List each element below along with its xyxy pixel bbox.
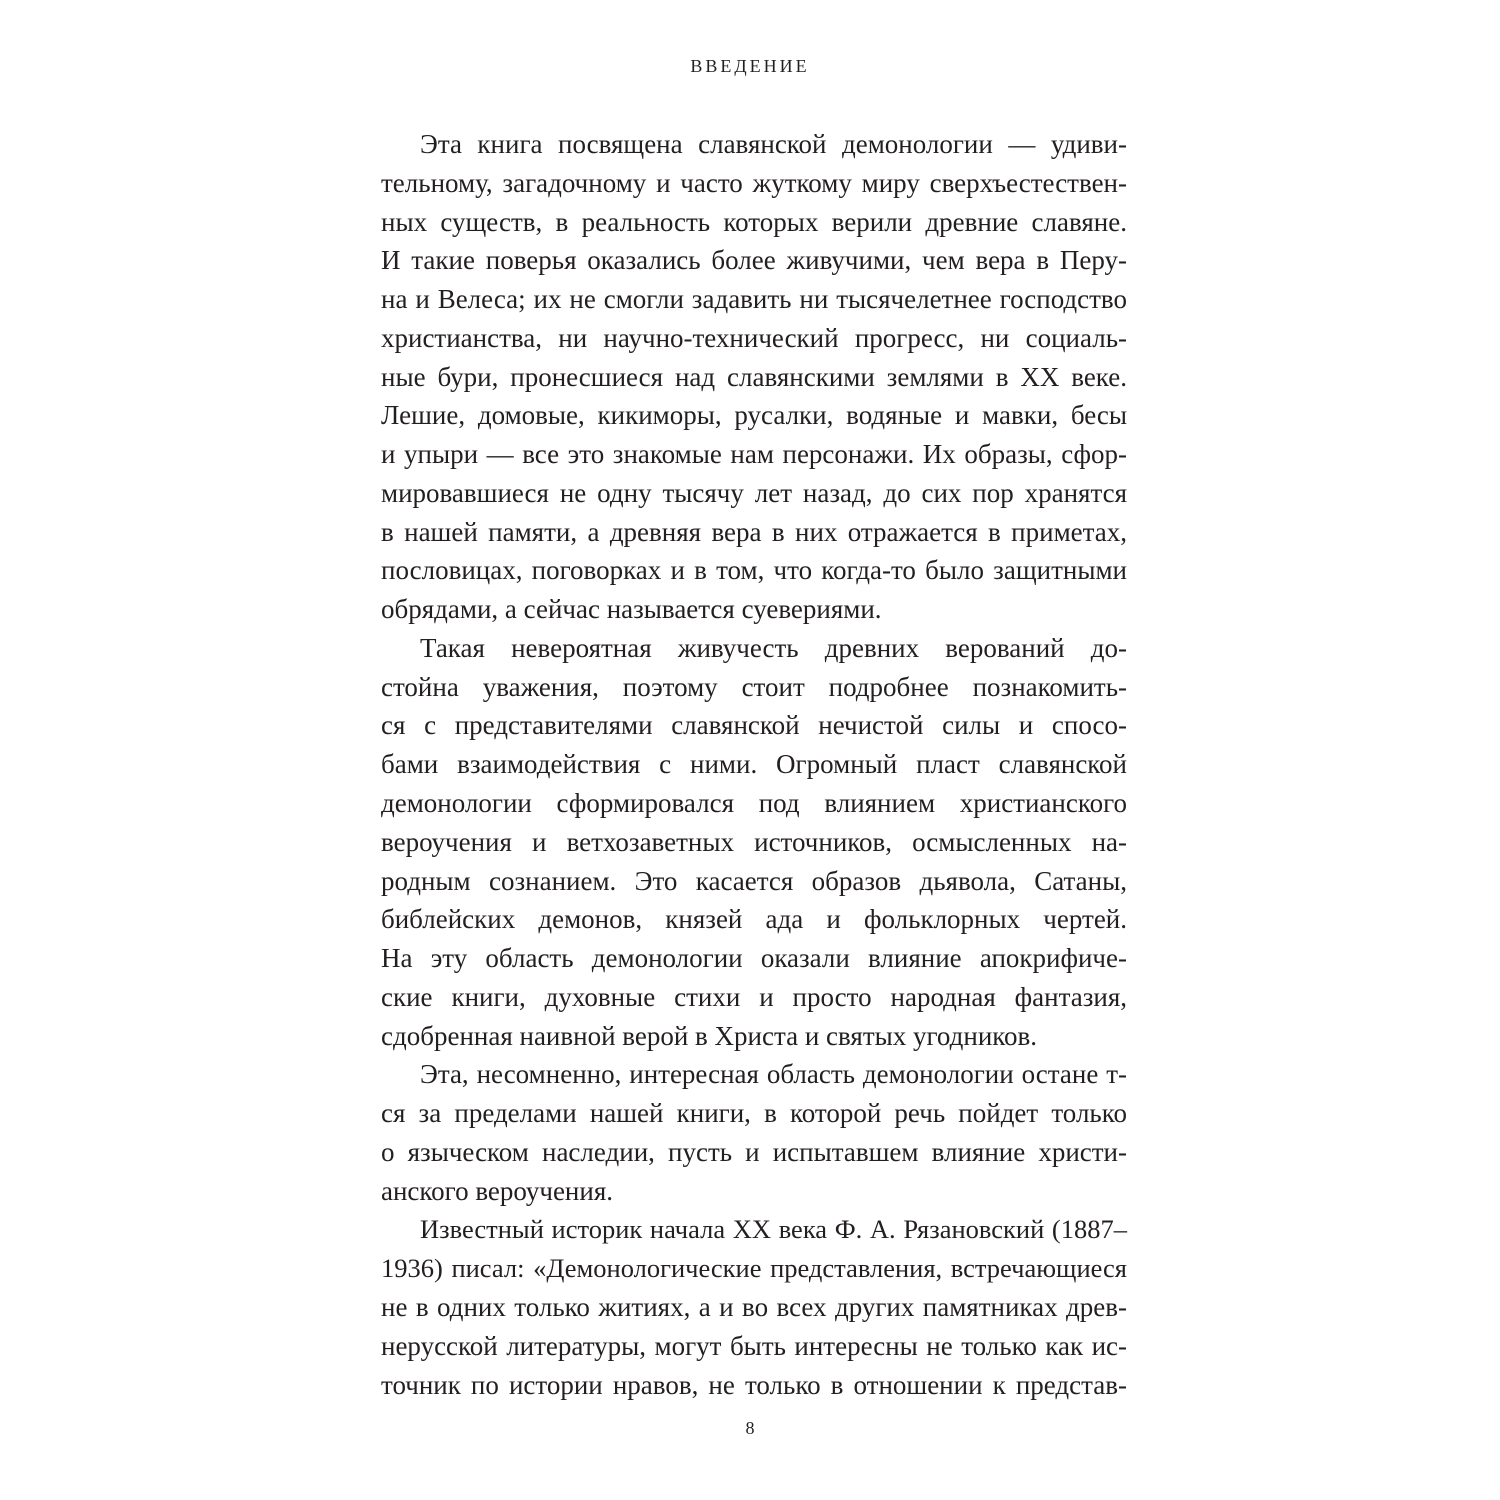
running-header: ВВЕДЕНИЕ [690, 56, 810, 76]
text-line: Эта, несомненно, интересная область демонологии остане т- [420, 1059, 1127, 1090]
text-line: ся с представителями славянской нечистой силы и спосо- [381, 710, 1127, 741]
text-line: на и Велеса; их не смогли задавить ни тысячелетнее господство [381, 284, 1127, 315]
text-line: о языческом наследии, пусть и испытавшем влияние христи- [381, 1136, 1127, 1167]
text-line: нерусской литературы, могут быть интересны не только как ис- [381, 1330, 1127, 1361]
text-line: 1936) писал: «Демонологические представления, встречающиеся [381, 1253, 1127, 1284]
text-line: ские книги, духовные стихи и просто народная фантазия, [381, 981, 1127, 1012]
text-line: ных существ, в реальность которых верили древние славяне. [381, 206, 1127, 237]
text-line: не в одних только житиях, а и во всех других памятниках древ- [381, 1291, 1127, 1322]
body-text [381, 125, 1127, 1404]
text-line: анского вероучения. [381, 1175, 613, 1206]
text-line: родным сознанием. Это касается образов дьявола, Сатаны, [381, 865, 1127, 896]
text-line: вероучения и ветхозаветных источников, осмысленных на- [381, 826, 1127, 857]
text-line: мировавшиеся не одну тысячу лет назад, до сих пор хранятся [381, 477, 1127, 508]
text-line: ся за пределами нашей книги, в которой речь пойдет только [381, 1098, 1127, 1129]
page-number: 8 [745, 1418, 755, 1438]
text-line: пословицах, поговорках и в том, что когда-то было защитными [381, 555, 1127, 586]
text-line: ные бури, пронесшиеся над славянскими землями в XX веке. [381, 361, 1127, 392]
text-line: обрядами, а сейчас называется суевериями. [381, 594, 882, 625]
text-line: и упыри — все это знакомые нам персонажи. Их образы, сфор- [381, 439, 1127, 470]
text-line: точник по истории нравов, не только в отношении к представ- [381, 1369, 1127, 1400]
text-line: тельному, загадочному и часто жуткому миру сверхъестествен- [381, 167, 1127, 198]
text-line: Такая невероятная живучесть древних верований до- [420, 632, 1127, 663]
text-line: Известный историк начала XX века Ф. А. Рязановский (1887– [420, 1214, 1127, 1245]
text-line: в нашей памяти, а древняя вера в них отражается в приметах, [381, 516, 1127, 547]
text-line: Эта книга посвящена славянской демонологии — удиви- [420, 129, 1127, 159]
text-line: сдобренная наивной верой в Христа и святых угодников. [381, 1020, 1038, 1051]
text-line: На эту область демонологии оказали влияние апокрифиче- [381, 943, 1127, 974]
text-line: стойна уважения, поэтому стоит подробнее познакомить- [381, 671, 1127, 702]
text-line: христианства, ни научно-технический прогресс, ни социаль- [381, 322, 1127, 353]
text-line: И такие поверья оказались более живучими, чем вера в Перу- [381, 245, 1127, 276]
text-line: библейских демонов, князей ада и фольклорных чертей. [381, 904, 1127, 935]
text-line: Лешие, домовые, кикиморы, русалки, водяные и мавки, бесы [381, 400, 1127, 431]
text-line: бами взаимодействия с ними. Огромный пласт славянской [381, 749, 1127, 780]
text-line: демонологии сформировался под влиянием христианского [381, 788, 1127, 819]
